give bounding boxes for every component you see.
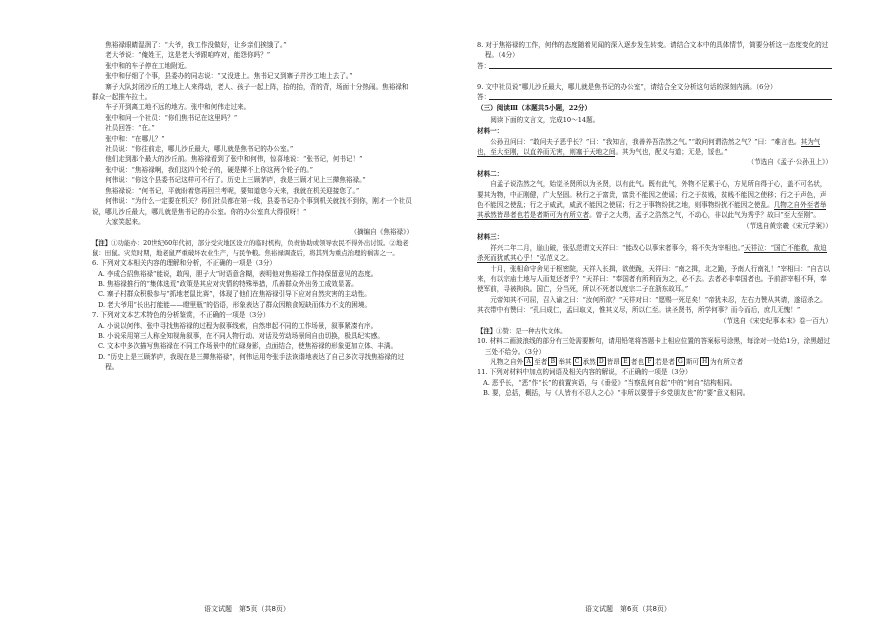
story-para: 社员说：“你往前走，哪儿沙丘最大，哪儿就是焦书记的办公室。” [105, 145, 294, 154]
story-para: 寨子大队封闭沙丘的工地上人来得动，老人、孩子一起上阵，抬的抬，背的背，场面十分热闹。焦裕禄和群众一起推车拉土。 [92, 82, 409, 102]
mat1-text-b: 。其为气也，配义与道；无是，馁也。” [615, 148, 728, 157]
story-note [92, 238, 413, 258]
mat3-text-1b: 弘范义之。 [539, 254, 573, 263]
q7-option-d: D. “历史上是三顾茅庐，我现在是三撵焦裕禄”，何伟运用夸张手法诙谐地表达了自己多次寻找焦裕禄的过程。 [97, 352, 405, 372]
q10-segment: 至者 [534, 357, 548, 366]
story-para: 老大爷说：“俺姓王，这是老大爷跟咱咋对，能怨你吗？” [105, 51, 271, 60]
story-text [92, 40, 413, 373]
mat3-text-1a: 祥兴二年二月，崖山破，张弘范谓文天祥曰：“能改心以事宋者事今，将不失为宰相也。” [490, 243, 745, 252]
page-footer-left: 语文试题 第5页（共8页） [204, 605, 290, 613]
q6-option-a: A. 李成合招焦裕禄“能说，敢闯，胆子大”时语意含糊，表明他对焦裕禄工作持保留意见的态度。 [97, 269, 378, 278]
material-1-text [477, 137, 832, 158]
q10-box-c[interactable]: C [573, 357, 582, 366]
story-para: 张中和的车子停在工地附近。 [105, 61, 191, 70]
story-para: 何伟说：“你这个县委书记这样可不行了。历史上三顾茅庐，我是三顾才见上三撵焦裕禄。” [105, 176, 366, 185]
material-note [477, 326, 832, 336]
q10-box-a[interactable]: A [524, 357, 533, 366]
q11-option-a: A. 恶乎长，“恶”作“长”的前置宾语，与《垂爱》“当察乱何自起”中的“何自”结构相同。 [482, 378, 737, 387]
material-1-source: （节选自《孟子·公孙丑上》） [747, 158, 832, 167]
note-label: 【注】 [92, 238, 112, 247]
story-para: 何伟说：“为什么一定要在机关？你们社员都在第一线，县委书记办个事到机关就找不到你，刚才一个社员说，哪儿沙丘最大，哪儿就是焦书记的办公室。你的办公室真大得很呀！” [92, 197, 412, 216]
note-label: 【注】 [477, 326, 497, 335]
q6-option-b: B. 焦裕禄推行的“集体选荒”政策是其应对灾情的特殊举措，爪善群众外出务工成效显著。 [97, 279, 358, 288]
section-3-title: （三）阅读Ⅲ（本题共5小题，22分） [477, 104, 592, 113]
story-para: 焦裕禄眼睛湿润了：“大爷，我工作没做好，让乡亲们挨饿了。” [105, 41, 287, 49]
story-para: 张中和：“在哪儿？” [105, 134, 165, 143]
q10-segment: 皆昂 [606, 357, 620, 366]
story-para: 社员回答：“在。” [105, 124, 155, 133]
answer-line-9 [477, 92, 832, 102]
mat1-underlined: 其为气也，至大至刚，以直养而无害，则塞于天地之间 [477, 137, 821, 157]
question-7-stem: 7. 下列对文本艺术特色的分析鉴赏，不正确的一项是（3分） [92, 311, 270, 320]
q10-segment: 凡物之自外 [490, 357, 524, 366]
mat2-wavy-underlined: 几物之自外至者举其承然皆昂者也若是者斯可为有所立者 [477, 201, 827, 220]
section-3-intro: 阅读下面的文言文，完成10～14题。 [490, 115, 600, 124]
question-8-stem: 8. 对于焦裕禄的工作，何伟的态度随着见闻的深入逐步发生转变。请结合文本中的具体情节，简要分析这一态度变化的过程。（4分） [477, 41, 829, 60]
mat2-text-a: 自孟子说浩然之气，始觉圣贤所以为圣贤，以有此气。既有此气，外物不足累于心，方见所自得于心，盖不可名状，要其为物，中正刚健，广大坚固。秋行之于富贵，富贵不能因之使谣；行之于贫贱，贫贱不能因之使移；行之于声色，声色不能因之使乱；行之于威武，威武不能因之使屈；行之于事物纷扰之地，则事物纷扰不能因之使乱。 [477, 180, 827, 210]
material-3-source: （节选自《宋史纪事本末》卷一百九） [719, 316, 832, 325]
page-footer-right: 语文试题 第6页（共8页） [585, 605, 671, 613]
material-3-para-2: 十月，张相命守舍见于枢密院，天祥入长揖，欲使跪，天祥曰：“南之揖，北之跪，予南人行南礼！”宰相曰：“自古以来，有以宗庙土地与人而复还者乎？”天祥曰：“奉国者有所利而为之，必不去。去者必非奉国者也。予前辞宰相不拜，奉使军前，寻被拘执。国亡，分当死，所以不死者以度宗二子在浙东故耳。” [477, 264, 830, 294]
q10-box-h[interactable]: H [701, 358, 708, 366]
q10-segment: 为有所立者 [710, 357, 744, 366]
material-3-label: 材料三： [477, 233, 504, 242]
q10-box-g[interactable]: G [676, 357, 685, 366]
story-para: 他们走到那个最大的沙丘前。焦裕禄看到了张中和何伟，惊喜地说：“张书记，何书记！” [105, 155, 363, 164]
question-9-stem: 9. 文中社员说“哪儿沙丘最大，哪儿就是焦书记的办公室”，请结合全文分析这句话的深刻内涵。（6分） [477, 82, 777, 91]
q10-box-e[interactable]: E [621, 357, 630, 366]
material-2-label: 材料二： [477, 169, 504, 178]
material-2-text [477, 179, 832, 221]
q10-box-b[interactable]: B [548, 357, 557, 366]
question-11-stem: 11. 下列对材料中加点的词语及相关内容的解说，不正确的一项是（3分） [477, 368, 692, 377]
story-para: 张中和问一个社员：“你们焦书记在这里吗？” [105, 113, 238, 122]
q6-option-c: C. 寨子村群众积极参与“抓地老鼠比赛”，体现了他们在焦裕禄引导下应对自然灾害的主动性。 [97, 290, 371, 299]
q7-option-c: C. 文本中多次描写焦裕禄在不同工作场景中的忙碌身影，点面结合，使焦裕禄的形象更加立体、丰满。 [97, 342, 398, 351]
q10-segment: 若是者 [655, 357, 675, 366]
question-10-stem: 10. 材料二画波浪线的部分有三处需要断句，请用铅笔将答题卡上相应位置的答案标号涂黑，每涂对一处给1分，涂黑超过三处不给分。（3分） [477, 337, 831, 356]
story-para: 大家笑起来。 [105, 217, 145, 226]
answer-label: 答： [477, 61, 491, 70]
mat1-text-a: 公孙丑问曰：“敢问夫子恶乎长？”曰：“我知言，我善养吾浩然之气。”“敢问何谓浩然之气？”曰：“难言也。 [490, 137, 801, 146]
q10-segment: 举其 [558, 357, 572, 366]
q7-option-a: A. 小说以何伟、张中寻找焦裕禄的过程为叙事线索，自然串起不同的工作场景，叙事紧凑有序。 [97, 321, 378, 330]
story-para: 车子开到离工地不远的地方。张中和何伟走过来。 [105, 103, 251, 112]
question-6-stem: 6. 下列对文本相关内容的理解和分析，不正确的一项是（3分） [92, 259, 277, 268]
q6-option-d: D. 老大爷用“长出打能能——瞪里瓶”的俗语，形象表达了群众因粮食短缺而体力不支的困境。 [97, 300, 372, 309]
story-para: 焦裕禄说：“何书记，平就盼着您再回兰考呢，要知道您今天来，我就在机关迎接您了。” [105, 186, 360, 195]
story-para: 张中说：“焦裕禄啊，我们这四个轮子的，硬是撵不上你这两个轮子的。” [105, 165, 314, 174]
right-page [435, 0, 870, 630]
note-text: ①功能办：20世纪60年代初，部分受灾地区设立的临时机构，负责协助或领导农民不得外出讨饭。②地老鼠：田鼠。灾荒时期，地老鼠严重破坏农业生产，与民争粮。焦裕禄调查后，将其列为重点治理的祸害之一。 [92, 238, 409, 257]
mat2-text-b: 。曾子之大勇，孟子之浩然之气，不动心，非以此气为秀乎？故曰“至大至刚”。 [589, 211, 821, 220]
note-text: ①赞：是一种古代文体。 [496, 326, 567, 335]
q7-option-b: B. 小说采用第三人称全知视角叙事，在不同人物行动、对话及劳动场景间自由切换，极具纪实感。 [97, 331, 384, 340]
answer-line-8 [477, 61, 832, 71]
material-1-label: 材料一： [477, 127, 504, 136]
material-2-source: （节选自黄宗羲《宋元学案》） [742, 221, 832, 230]
q10-box-d[interactable]: D [597, 357, 606, 366]
q10-segment: 者也 [630, 357, 645, 366]
q11-option-b: B. 要，总括，概括，与《人皆有不忍人之心》“非所以要誉于乡党朋友也”的“要”意义相同。 [482, 389, 750, 398]
mat3-underlined: 天祥泣：“国亡不能救，敌迫杀死而犹贰其心乎！” [477, 243, 827, 263]
material-3-para-3: 元帝知其不可屈，召入谕之曰：“汝何所欲？”天祥对曰：“愿赐一死足矣！”帝犹未忍，左右力赞从其请，遂诏杀之。其衣带中有赞曰：“孔曰成仁，孟曰取义，惟其义尽，所以仁至。读圣贤书，所学何事？而今而后，庶几无愧！” [477, 295, 827, 315]
q10-segment: 承然 [582, 357, 596, 366]
q10-box-f[interactable]: F [645, 357, 654, 366]
material-3-para-1 [477, 243, 832, 264]
q10-segmented-sentence [477, 357, 832, 367]
q10-segment: 斯可 [685, 357, 700, 366]
story-source: （摘编自《焦裕禄》） [350, 228, 413, 237]
story-para: 张中和仔细了个事，县委办的同志说：“又没进上。焦书记又到寨子井沙工地上去了。” [105, 72, 353, 81]
answer-label: 答： [477, 93, 491, 102]
